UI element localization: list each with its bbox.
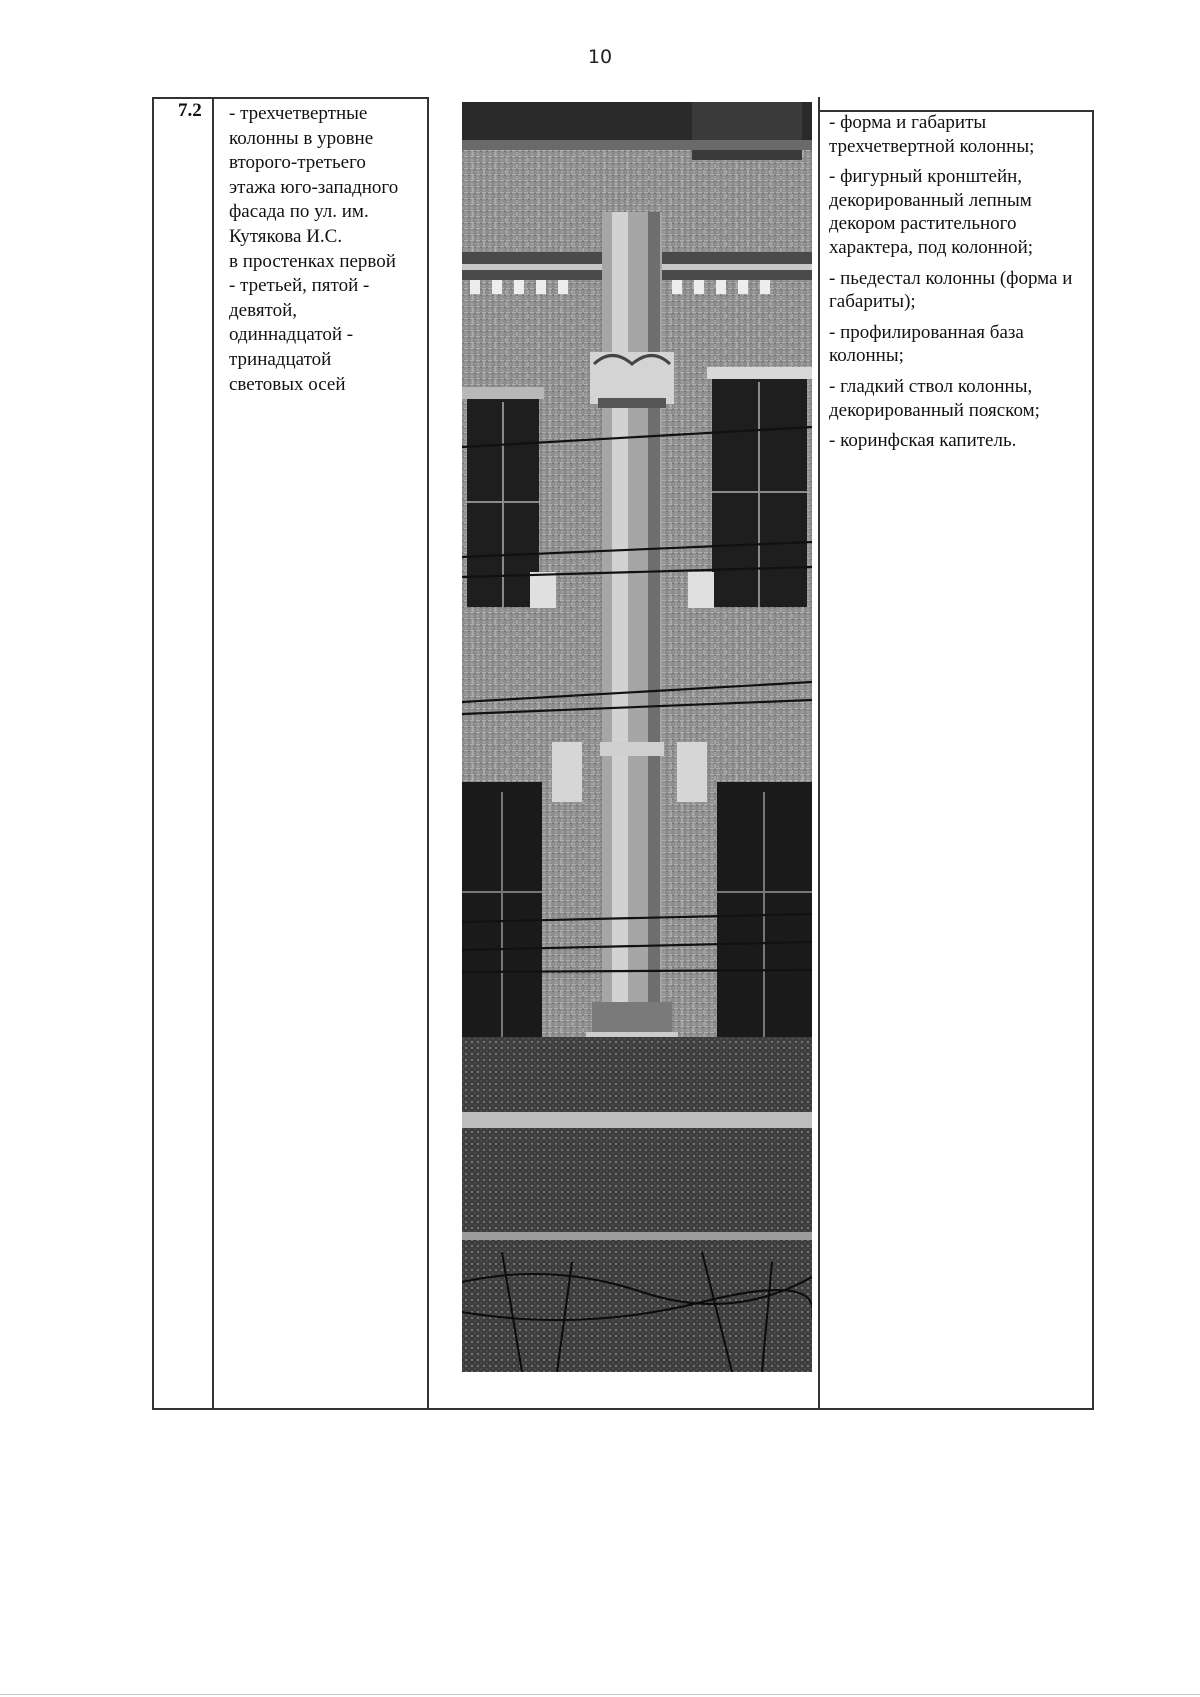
description-line: световых осей [229, 373, 346, 395]
attribute-item: - коринфская капитель. [829, 430, 1017, 452]
description-line: в простенках первой [229, 250, 396, 272]
description-line: - третьей, пятой - [229, 275, 370, 297]
table-border-left [152, 97, 154, 1409]
description-line: девятой, [229, 299, 298, 321]
row-number: 7.2 [178, 100, 202, 121]
attribute-item: - фигурный кронштейн, декорированный лепным декором растительного характера, под колонной; [829, 166, 1034, 258]
description-line: тринадцатой [229, 348, 332, 370]
description-line: - трехчетвертные [229, 103, 368, 124]
table-border-bottom [152, 1408, 1094, 1410]
description-line: второго-третьего [229, 152, 366, 174]
description-line: Кутякова И.С. [229, 225, 343, 247]
protected-attributes [829, 111, 1099, 460]
object-description [229, 102, 429, 397]
attribute-item: - профилированная база колонны; [829, 321, 1024, 367]
attribute-item: - пьедестал колонны (форма и габариты); [829, 267, 1073, 313]
page-number: 10 [587, 46, 613, 68]
scan-edge-line [0, 1694, 1200, 1695]
table-divider-1 [212, 97, 214, 1409]
building-facade-photo-icon [462, 102, 812, 1372]
attribute-item: - гладкий ствол колонны, декорированный пояском; [829, 375, 1040, 421]
table-divider-3 [818, 97, 820, 1409]
table-border-top-left [152, 97, 428, 99]
description-line: этажа юго-западного [229, 176, 399, 198]
attribute-item: - форма и габариты трехчетвертной колонны; [829, 112, 1035, 157]
description-line: фасада по ул. им. [229, 201, 369, 223]
description-line: одиннадцатой - [229, 324, 354, 346]
description-line: колонны в уровне [229, 127, 374, 149]
